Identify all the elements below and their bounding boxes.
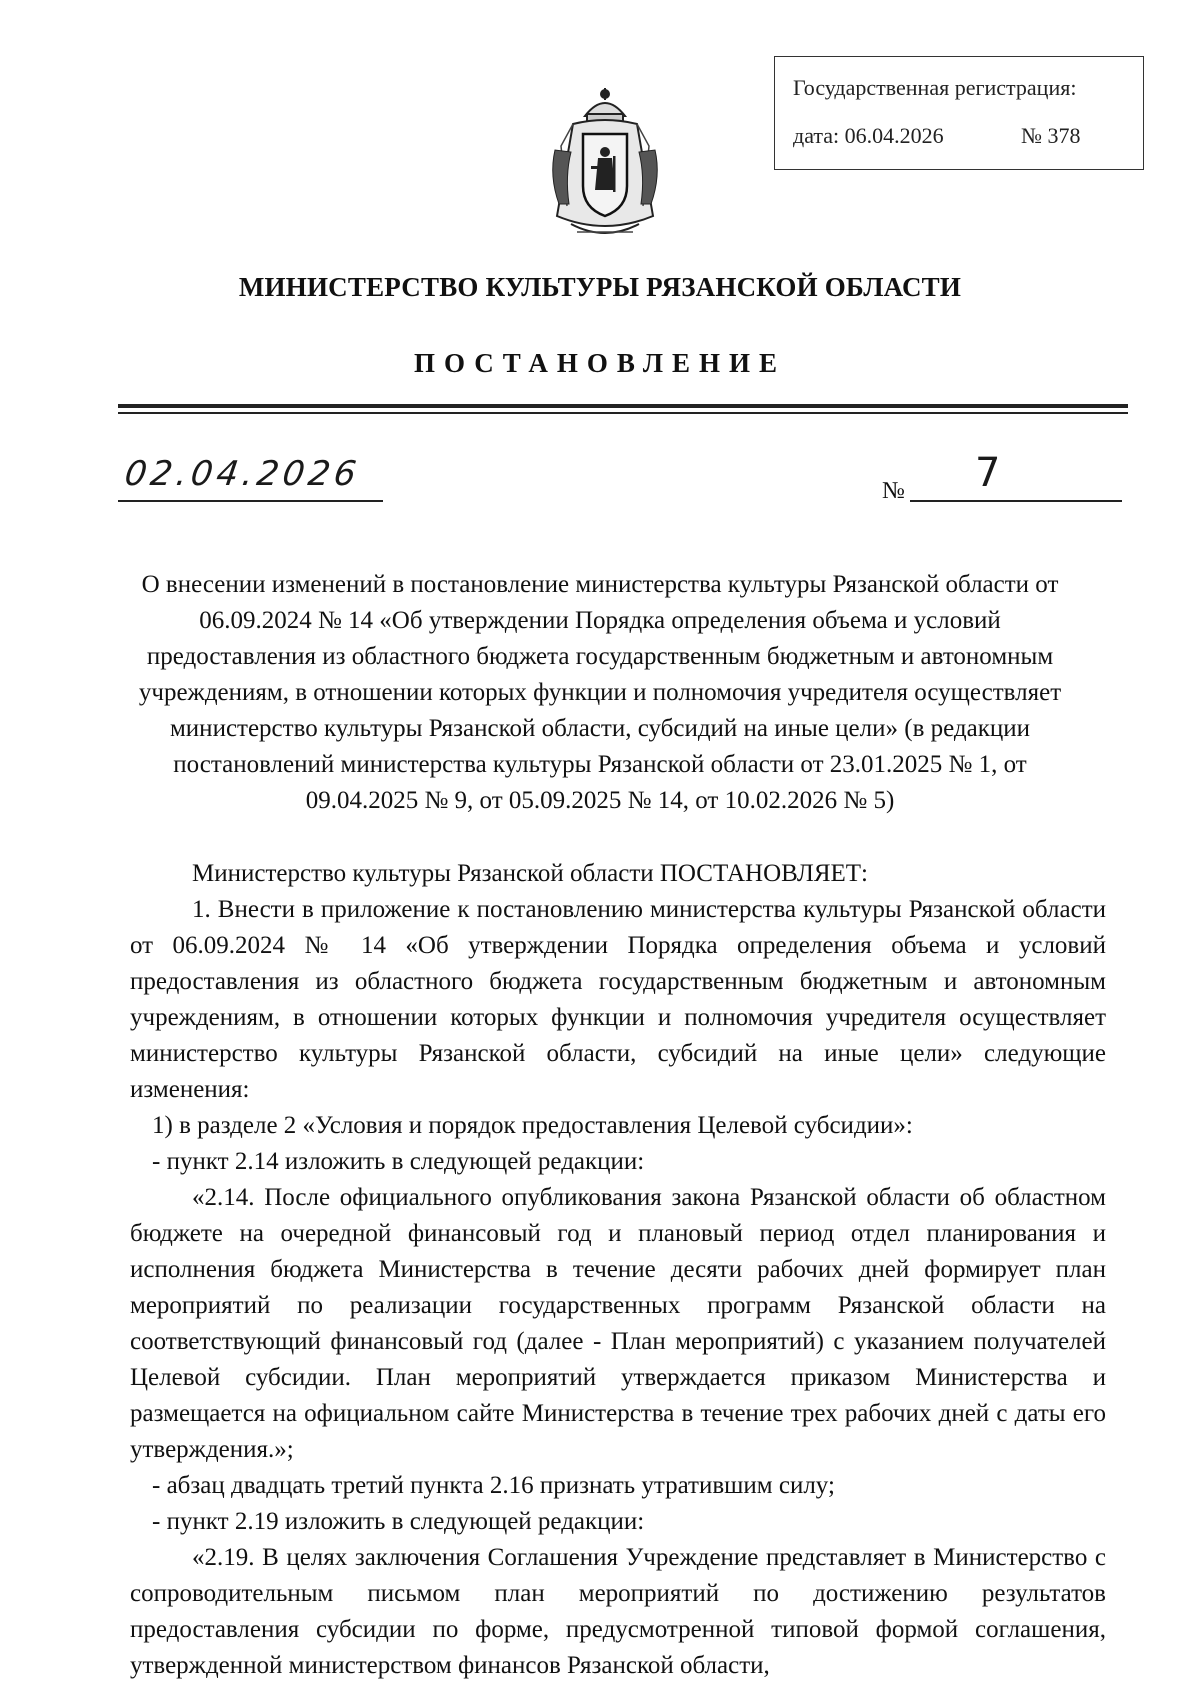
registration-date: дата: 06.04.2026 — [793, 123, 944, 148]
ministry-title: МИНИСТЕРСТВО КУЛЬТУРЫ РЯЗАНСКОЙ ОБЛАСТИ — [238, 272, 962, 302]
ryazan-coat-of-arms-icon — [543, 86, 667, 246]
body-intro: Министерство культуры Рязанской области ПОСТАНОВЛЯЕТ: — [192, 860, 868, 887]
header-divider-thin — [118, 412, 1128, 414]
header-divider-thick — [118, 404, 1128, 408]
body-text-2-14: «2.14. После официального опубликования закона Рязанской области об областном бюджете на очередной финансовый год и плановый период отдел планирования и исполнения бюджета Министерства в течение десяти рабочих дней формирует план мероприятий по реализации государственных программ Рязанской области на соответствующий финансовый год (далее - План мероприятий) с указанием получателей Целевой субсидии. План мероприятий утверждается приказом Министерства и размещается на официальном сайте Министерства в течение трех рабочих дней с даты его утверждения.»; — [130, 1184, 1106, 1463]
body-dash-2-14: - пункт 2.14 изложить в следующей редакции: — [152, 1148, 645, 1175]
number-underline — [910, 500, 1122, 502]
document-subject: О внесении изменений в постановление министерства культуры Рязанской области от 06.09.2024 № 14 «Об утверждении Порядка определения объема и условий предоставления из областного бюджета государственным бюджетным и автономным учреждениям, в отношении которых функции и полномочия учредителя осуществляет министерство культуры Рязанской области, субсидий на иные цели» (в редакции постановлений министерства культуры Рязанской области от 23.01.2025 № 1, от 09.04.2025 № 9, от 05.09.2025 № 14, от 10.02.2026 № 5) — [138, 571, 1062, 814]
body-dash-2-16: - абзац двадцать третий пункта 2.16 признать утратившим силу; — [152, 1472, 835, 1499]
body-item-1-1: 1) в разделе 2 «Условия и порядок предоставления Целевой субсидии»: — [152, 1112, 913, 1139]
registration-stamp — [774, 56, 1144, 170]
registration-title: Государственная регистрация: — [793, 75, 1077, 100]
registration-number: № 378 — [1021, 123, 1081, 148]
body-item-1: 1. Внести в приложение к постановлению министерства культуры Рязанской области от 06.09.2024 № 14 «Об утверждении Порядка определения объема и условий предоставления из областного бюджета государственным бюджетным и автономным учреждениям, в отношении которых функции и полномочия учредителя осуществляет министерство культуры Рязанской области, субсидий на иные цели» следующие изменения: — [130, 896, 1106, 1103]
date-underline — [118, 500, 383, 502]
document-body — [130, 856, 1106, 1684]
handwritten-date: 02.04.2026 — [122, 454, 363, 494]
body-dash-2-19: - пункт 2.19 изложить в следующей редакции: — [152, 1508, 645, 1535]
handwritten-number: 7 — [975, 450, 1001, 496]
document-type-title: ПОСТАНОВЛЕНИЕ — [413, 348, 787, 378]
body-text-2-19: «2.19. В целях заключения Соглашения Учреждение представляет в Министерство с сопроводительным письмом план мероприятий по достижению результатов предоставления субсидии по форме, предусмотренной типовой формой соглашения, утвержденной министерством финансов Рязанской области, — [130, 1544, 1106, 1679]
number-sign: № — [882, 478, 905, 504]
